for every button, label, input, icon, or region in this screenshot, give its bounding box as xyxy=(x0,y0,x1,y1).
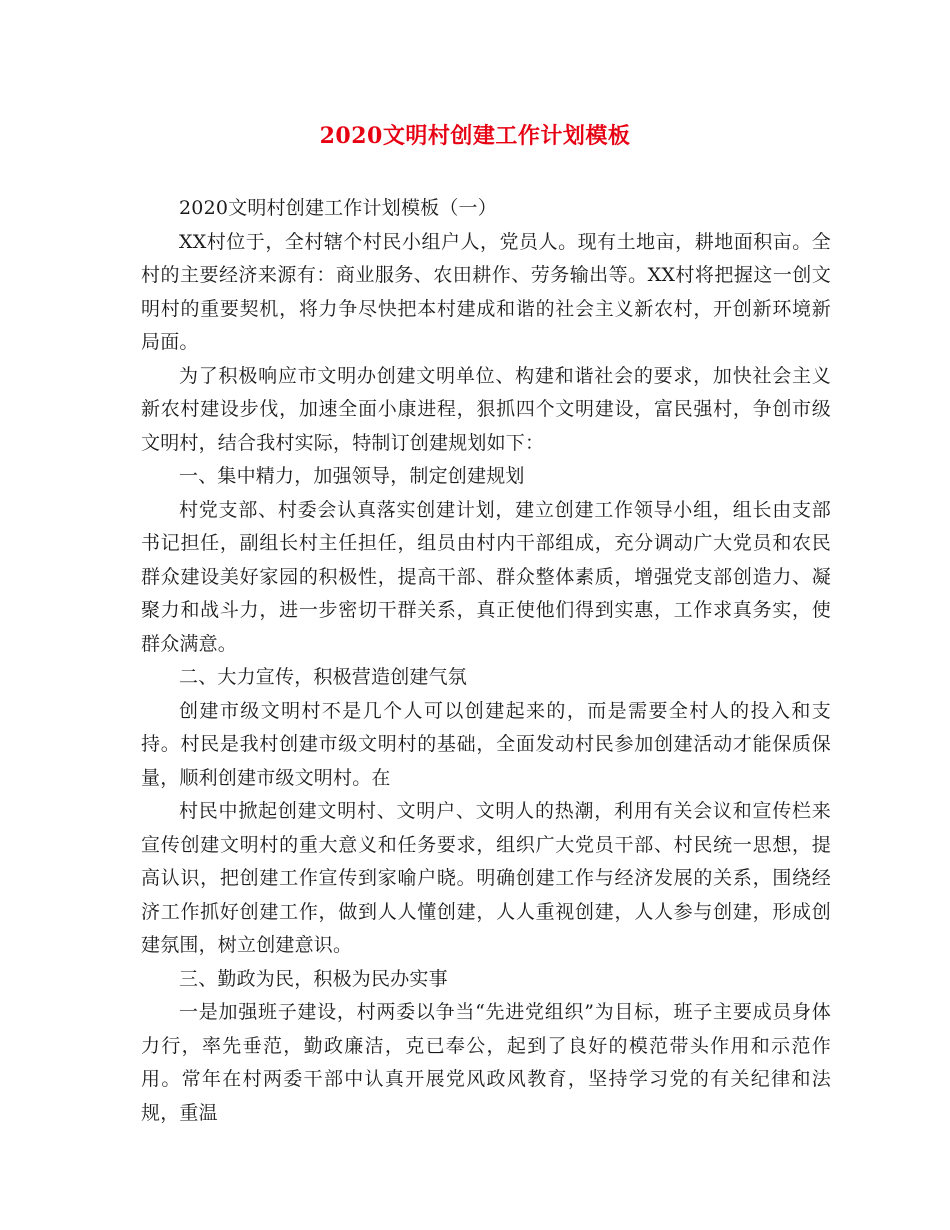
paragraph: XX村位于，全村辖个村民小组户人，党员人。现有土地亩，耕地面积亩。全村的主要经济来源有：商业服务、农田耕作、劳务输出等。XX村将把握这一创文明村的重要契机，将力争尽快把本村建成和谐的社会主义新农村，开创新环境新局面。 xyxy=(141,230,831,353)
paragraph: 村党支部、村委会认真落实创建计划，建立创建工作领导小组，组长由支部书记担任，副组长村主任担任，组员由村内干部组成，充分调动广大党员和农民群众建设美好家园的积极性，提高干部、群众整体素质，增强党支部创造力、凝聚力和战斗力，进一步密切干群关系，真正使他们得到实惠，工作求真务实，使群众满意。 xyxy=(141,498,831,655)
document-subtitle: 2020文明村创建工作计划模板（一） xyxy=(179,197,497,219)
paragraph: 村民中掀起创建文明村、文明户、文明人的热潮，利用有关会议和宣传栏来宣传创建文明村的重大意义和任务要求，组织广大党员干部、村民统一思想，提高认识，把创建工作宣传到家喻户晓。明确创建工作与经济发展的关系，围绕经济工作抓好创建工作，做到人人懂创建，人人重视创建，人人参与创建，形成创建氛围，树立创建意识。 xyxy=(141,800,831,956)
section-heading: 一、集中精力，加强领导，制定创建规划 xyxy=(179,465,525,487)
section-heading: 三、勤政为民，积极为民办实事 xyxy=(179,967,448,990)
document-title: 2020文明村创建工作计划模板 xyxy=(319,123,631,149)
paragraph: 为了积极响应市文明办创建文明单位、构建和谐社会的要求，加快社会主义新农村建设步伐，加速全面小康进程，狠抓四个文明建设，富民强村，争创市级文明村，结合我村实际，特制订创建规划如下： xyxy=(141,364,831,454)
paragraph: 创建市级文明村不是几个人可以创建起来的，而是需要全村人的投入和支持。村民是我村创建市级文明村的基础，全面发动村民参加创建活动才能保质保量，顺利创建市级文明村。在 xyxy=(141,699,831,789)
paragraph: 一是加强班子建设，村两委以争当“先进党组织”为目标，班子主要成员身体力行，率先垂范，勤政廉洁，克已奉公，起到了良好的模范带头作用和示范作用。常年在村两委干部中认真开展党风政风教育，坚持学习党的有关纪律和法规，重温 xyxy=(141,1001,831,1124)
section-heading: 二、大力宣传，积极营造创建气氛 xyxy=(179,666,468,688)
document-body xyxy=(141,192,831,1130)
